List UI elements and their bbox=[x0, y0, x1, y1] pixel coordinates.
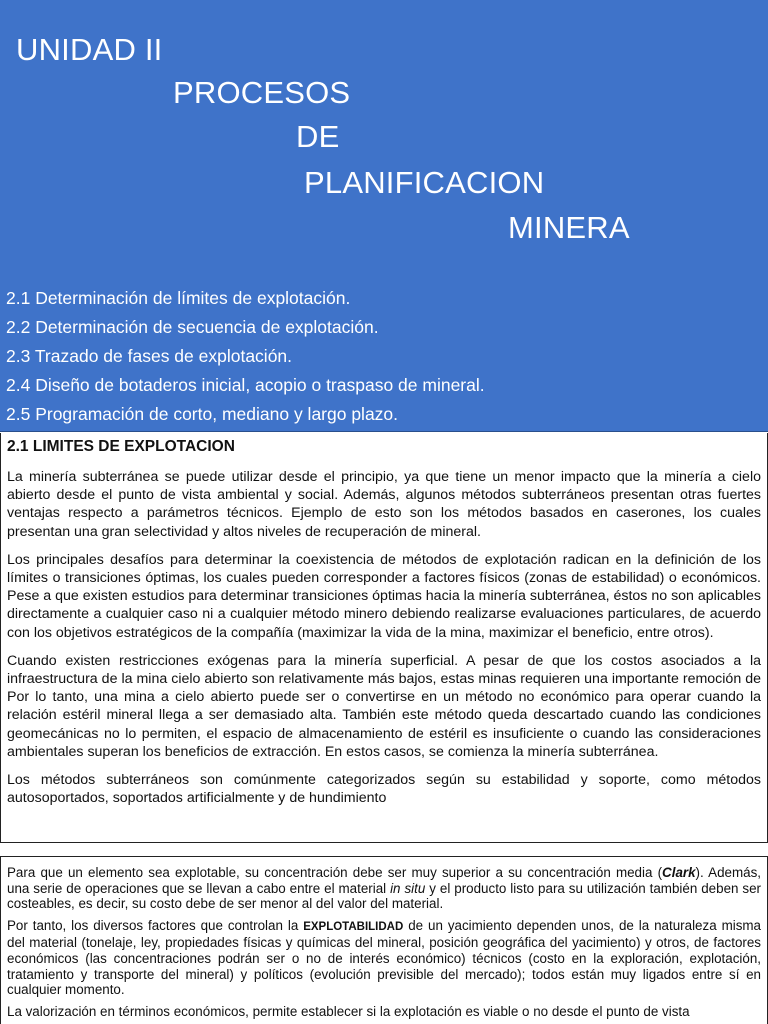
explotabilidad-term: EXPLOTABILIDAD bbox=[303, 920, 404, 933]
toc-item: 2.1 Determinación de límites de explotación. bbox=[6, 288, 351, 308]
section-heading: 2.1 LIMITES DE EXPLOTACION bbox=[7, 438, 235, 455]
paragraph: Los principales desafíos para determinar la coexistencia de métodos de explotación radican en la definición de los límites o transiciones óptimas, los cuales pueden corresponder a factores físicos (zonas de estabilidad) o económicos. Pese a que existen estudios para determinar transiciones óptimas hacia la minería subterránea, éstos no son aplicables directamente a cualquier caso ni a cualquier método minero debiendo realizarse evaluaciones particulares, de acuerdo con los objetivos estratégicos de la compañía (maximizar la vida de la mina, maximizar el beneficio, entre otros). bbox=[7, 551, 761, 641]
slide-title-line-2: PROCESOS bbox=[173, 75, 351, 110]
text-run: de un yacimiento dependen unos, de la naturaleza misma del material (tonelaje, ley, propiedades físicas y químicas del mineral, posición geográfica del yacimiento) y otros, de factores económicos (las concentraciones podrán ser o no de interés económico) técnicos (costo en la exploración, explotación, tratamiento y transporte del mineral) y políticos (evolución previsible del mercado); todos están muy ligados entre sí en cualquier momento. bbox=[7, 917, 761, 998]
paragraph: La valorización en términos económicos, permite establecer si la explotación es viable o no desde el punto de vista bbox=[7, 1003, 690, 1019]
slide-title-line-4: PLANIFICACION bbox=[304, 165, 545, 200]
table-of-contents bbox=[6, 284, 766, 429]
slide-title-line-1: UNIDAD II bbox=[16, 32, 163, 67]
text-run: Para que un elemento sea explotable, su concentración debe ser muy superior a su concentración media ( bbox=[7, 865, 663, 880]
paragraph: Los métodos subterráneos son comúnmente categorizados según su estabilidad y soporte, como métodos autosoportados, soportados artificialmente y de hundimiento bbox=[7, 772, 761, 807]
text-run: Por tanto, los diversos factores que controlan la bbox=[7, 917, 304, 933]
document-page-2 bbox=[0, 856, 768, 1024]
toc-item: 2.3 Trazado de fases de explotación. bbox=[6, 346, 293, 366]
in-situ-term: in situ bbox=[390, 880, 426, 896]
slide-title-line-3: DE bbox=[296, 119, 340, 154]
document-page-1 bbox=[0, 433, 768, 843]
paragraph bbox=[7, 918, 761, 998]
slide-title-line-5: MINERA bbox=[508, 210, 630, 245]
toc-item: 2.5 Programación de corto, mediano y largo plazo. bbox=[6, 404, 399, 424]
text-run: y el producto listo para su utilización también deben ser costeables, es decir, su costo debe de ser menor al del valor del material. bbox=[7, 880, 762, 912]
toc-item: 2.4 Diseño de botaderos inicial, acopio o traspaso de mineral. bbox=[6, 375, 485, 395]
clark-term: Clark bbox=[662, 865, 696, 880]
toc-item: 2.2 Determinación de secuencia de explotación. bbox=[6, 317, 379, 337]
text-run: ). Además, una serie de operaciones que se llevan a cabo entre el material bbox=[7, 865, 761, 896]
paragraph bbox=[7, 865, 761, 912]
paragraph: La minería subterránea se puede utilizar desde el principio, ya que tiene un menor impacto que la minería a cielo abierto desde el punto de vista ambiental y social. Además, algunos métodos subterráneos presentan otras fuertes ventajas respecto a parámetros técnicos. Ejemplo de esto son los métodos basados en caserones, los cuales presentan una gran selectividad y altos niveles de recuperación de mineral. bbox=[7, 469, 761, 540]
paragraph: Cuando existen restricciones exógenas para la minería superficial. A pesar de que los costos asociados a la infraestructura de la mina cielo abierto son relativamente más bajos, estas minas requieren una importante remoción de Por lo tanto, una mina a cielo abierto puede ser o convertirse en un método no económico para operar cuando la relación estéril mineral llega a ser demasiado alta. También este método queda descartado cuando las condiciones geomecánicas no lo permiten, el espacio de almacenamiento de estéril es insuficiente o cuando las consideraciones ambientales superan los beneficios de extracción. En estos casos, se comienza la minería subterránea. bbox=[7, 652, 761, 760]
title-slide bbox=[0, 0, 768, 432]
